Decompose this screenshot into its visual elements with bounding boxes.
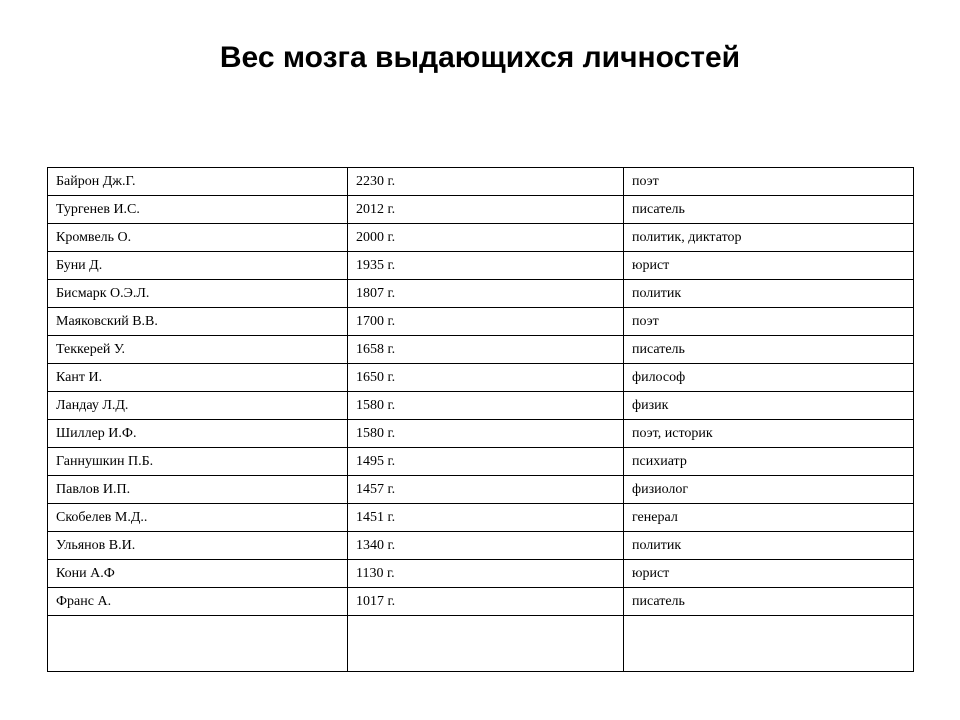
empty-cell-name: [48, 616, 348, 672]
cell-occupation: политик: [624, 532, 914, 560]
cell-name: Кант И.: [48, 364, 348, 392]
cell-occupation: писатель: [624, 336, 914, 364]
slide-title: Вес мозга выдающихся личностей: [219, 41, 741, 74]
table-row: [48, 476, 914, 504]
cell-name: Франс А.: [48, 588, 348, 616]
cell-name: Кони А.Ф: [48, 560, 348, 588]
cell-weight: 2230 г.: [348, 168, 624, 196]
empty-cell-weight: [348, 616, 624, 672]
cell-name: Скобелев М.Д..: [48, 504, 348, 532]
cell-occupation: поэт: [624, 168, 914, 196]
cell-weight: 1130 г.: [348, 560, 624, 588]
cell-weight: 2012 г.: [348, 196, 624, 224]
cell-occupation: поэт: [624, 308, 914, 336]
cell-weight: 1935 г.: [348, 252, 624, 280]
cell-weight: 1700 г.: [348, 308, 624, 336]
cell-weight: 1580 г.: [348, 392, 624, 420]
cell-name: Маяковский В.В.: [48, 308, 348, 336]
table-row: [48, 252, 914, 280]
table-row: [48, 280, 914, 308]
cell-name: Шиллер И.Ф.: [48, 420, 348, 448]
cell-weight: 1658 г.: [348, 336, 624, 364]
table-row: [48, 336, 914, 364]
table-row: [48, 448, 914, 476]
table-row: [48, 504, 914, 532]
table-row: [48, 560, 914, 588]
table-row: [48, 308, 914, 336]
cell-occupation: политик, диктатор: [624, 224, 914, 252]
cell-name: Тургенев И.С.: [48, 196, 348, 224]
table-row: [48, 420, 914, 448]
cell-weight: 1580 г.: [348, 420, 624, 448]
cell-occupation: поэт, историк: [624, 420, 914, 448]
brain-weight-table: [47, 167, 914, 672]
cell-name: Бисмарк О.Э.Л.: [48, 280, 348, 308]
cell-name: Ландау Л.Д.: [48, 392, 348, 420]
cell-occupation: философ: [624, 364, 914, 392]
cell-occupation: писатель: [624, 196, 914, 224]
cell-name: Буни Д.: [48, 252, 348, 280]
cell-name: Теккерей У.: [48, 336, 348, 364]
cell-weight: 1451 г.: [348, 504, 624, 532]
cell-occupation: физик: [624, 392, 914, 420]
cell-name: Байрон Дж.Г.: [48, 168, 348, 196]
table-row: [48, 364, 914, 392]
cell-occupation: юрист: [624, 252, 914, 280]
empty-cell-occupation: [624, 616, 914, 672]
table-row: [48, 588, 914, 616]
table-row: [48, 168, 914, 196]
cell-weight: 1650 г.: [348, 364, 624, 392]
cell-occupation: психиатр: [624, 448, 914, 476]
cell-occupation: политик: [624, 280, 914, 308]
table-row: [48, 532, 914, 560]
cell-weight: 1807 г.: [348, 280, 624, 308]
empty-table-row: [48, 616, 914, 672]
cell-weight: 2000 г.: [348, 224, 624, 252]
cell-name: Ганнушкин П.Б.: [48, 448, 348, 476]
cell-occupation: юрист: [624, 560, 914, 588]
cell-name: Павлов И.П.: [48, 476, 348, 504]
cell-weight: 1495 г.: [348, 448, 624, 476]
table-row: [48, 392, 914, 420]
cell-occupation: генерал: [624, 504, 914, 532]
table-row: [48, 224, 914, 252]
cell-name: Кромвель О.: [48, 224, 348, 252]
table-row: [48, 196, 914, 224]
cell-name: Ульянов В.И.: [48, 532, 348, 560]
cell-weight: 1457 г.: [348, 476, 624, 504]
cell-occupation: физиолог: [624, 476, 914, 504]
cell-weight: 1340 г.: [348, 532, 624, 560]
table-body: [48, 168, 914, 672]
cell-occupation: писатель: [624, 588, 914, 616]
cell-weight: 1017 г.: [348, 588, 624, 616]
